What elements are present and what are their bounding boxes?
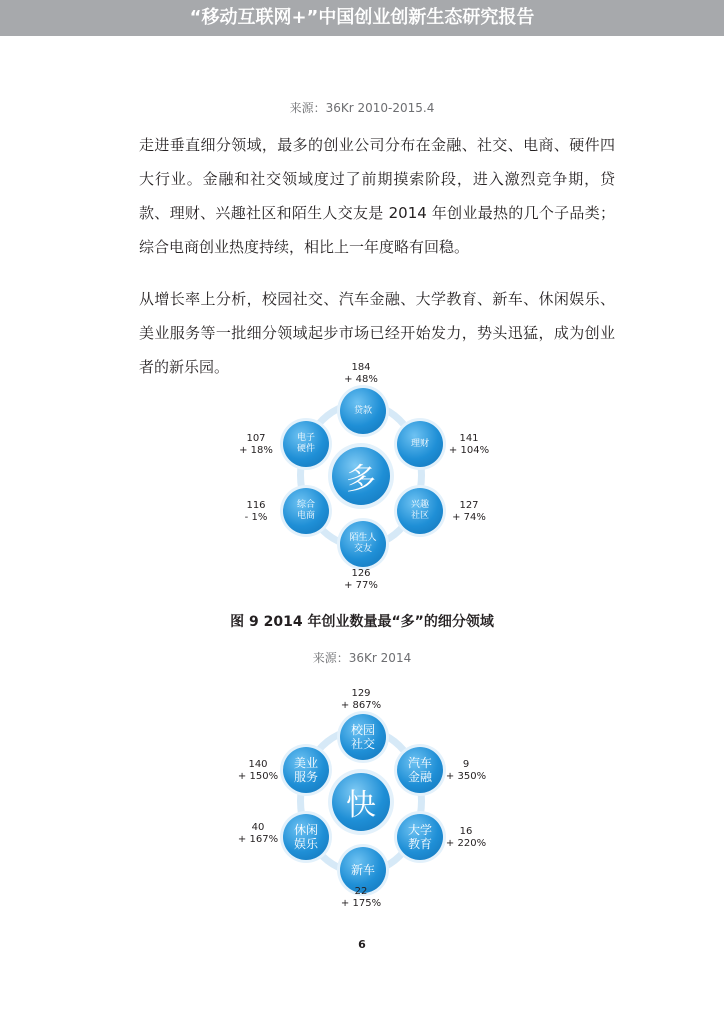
node-campus-social: 校园 社交 bbox=[340, 714, 386, 760]
stat-college-education: 16 + 220% bbox=[445, 826, 487, 849]
stat-new-cars: 22 + 175% bbox=[340, 886, 382, 909]
paragraph-2-text: 从增长率上分析，校园社交、汽车金融、大学教育、新车、休闲娱乐、美业服务等一批细分领域起步市场已经开始发力，势头迅猛，成为创业者的新乐园。 bbox=[139, 290, 615, 376]
node-stranger-social: 陌生人 交友 bbox=[340, 521, 386, 567]
node-wealth-management: 理财 bbox=[397, 421, 443, 467]
paragraph-1-text: 走进垂直细分领域，最多的创业公司分布在金融、社交、电商、硬件四大行业。金融和社交领域度过了前期摸索阶段，进入激烈竞争期，贷款、理财、兴趣社区和陌生人交友是 2014 年创业最热的几个子品类；综合电商创业热度持续，相比上一年度略有回稳。 bbox=[139, 136, 615, 256]
diagram-most-startups bbox=[0, 360, 724, 610]
figure-caption: 图 9 2014 年创业数量最“多”的细分领域 bbox=[230, 614, 494, 630]
source-note-top: 来源：36Kr 2010-2015.4 bbox=[289, 101, 435, 115]
node-loans: 贷款 bbox=[340, 388, 386, 434]
source-note-mid: 来源：36Kr 2014 bbox=[312, 651, 412, 665]
paragraph-1 bbox=[109, 128, 615, 264]
stat-leisure-entertainment: 40 + 167% bbox=[237, 822, 279, 845]
node-general-ecommerce: 综合 电商 bbox=[283, 488, 329, 534]
stat-wealth-management: 141 + 104% bbox=[448, 433, 490, 456]
diagram-center-node: 快 bbox=[332, 773, 390, 831]
diagram-center-node: 多 bbox=[332, 447, 390, 505]
stat-beauty-services: 140 + 150% bbox=[237, 759, 279, 782]
stat-stranger-social: 126 + 77% bbox=[344, 568, 378, 591]
node-college-education: 大学 教育 bbox=[397, 814, 443, 860]
stat-general-ecommerce: 116 - 1% bbox=[244, 500, 268, 523]
node-interest-community: 兴趣 社区 bbox=[397, 488, 443, 534]
node-beauty-services: 美业 服务 bbox=[283, 747, 329, 793]
stat-auto-finance: 9 + 350% bbox=[445, 759, 487, 782]
node-electronic-hardware: 电子 硬件 bbox=[283, 421, 329, 467]
stat-campus-social: 129 + 867% bbox=[340, 688, 382, 711]
node-leisure-entertainment: 休闲 娱乐 bbox=[283, 814, 329, 860]
stat-electronic-hardware: 107 + 18% bbox=[239, 433, 273, 456]
report-header bbox=[0, 0, 724, 36]
node-new-cars: 新车 bbox=[340, 847, 386, 893]
stat-interest-community: 127 + 74% bbox=[452, 500, 486, 523]
report-title: “移动互联网+”中国创业创新生态研究报告 bbox=[189, 7, 535, 28]
page-number: 6 bbox=[358, 938, 366, 951]
diagram-fastest-growth bbox=[0, 686, 724, 936]
stat-loans: 184 + 48% bbox=[344, 362, 378, 385]
node-auto-finance: 汽车 金融 bbox=[397, 747, 443, 793]
